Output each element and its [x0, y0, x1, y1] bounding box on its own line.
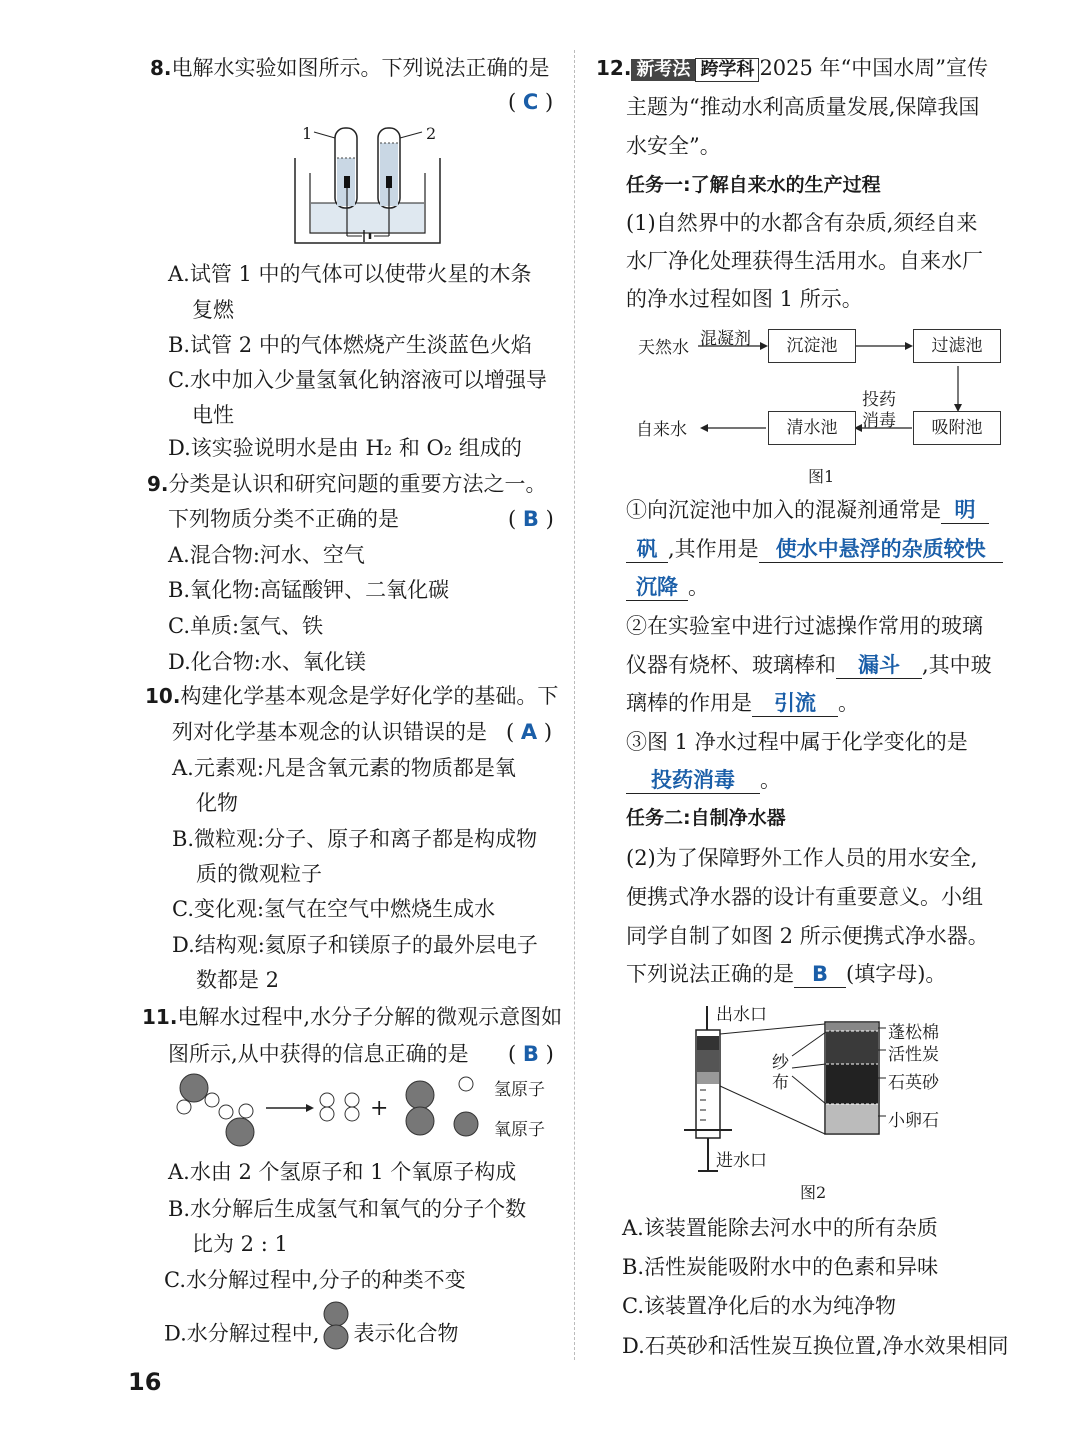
q10-option-b-cont: 质的微观粒子 [196, 862, 322, 886]
q12-s3-line1: ③图 1 净水过程中属于化学变化的是 [626, 730, 968, 754]
answer-coagulant-function-part2: 沉降 [626, 575, 688, 601]
q10-option-d: D.结构观:氦原子和镁原子的最外层电子 [172, 933, 538, 957]
q11-stem: 11.电解水过程中,水分子分解的微观示意图如 [142, 1005, 563, 1029]
q12-task2-answer: B [794, 962, 846, 988]
water-decomposition-micro-diagram [170, 1070, 490, 1150]
q11-option-b-cont: 比为 2 : 1 [192, 1232, 288, 1256]
answer-coagulant-function-part1: 使水中悬浮的杂质较快 [759, 537, 1003, 563]
q11-answer: B [522, 1042, 539, 1066]
flow-tap-water: 自来水 [636, 420, 687, 440]
figure-1-caption: 图1 [808, 467, 835, 486]
q10-option-d-cont: 数都是 2 [196, 968, 280, 992]
q11-option-c: C.水分解过程中,分子的种类不变 [164, 1268, 466, 1292]
q12-s3-line2: 投药消毒 。 [626, 768, 781, 794]
q12-stem-line3: 水安全”。 [626, 134, 721, 158]
q12-s2-line1: ②在实验室中进行过滤操作常用的玻璃 [626, 614, 983, 638]
fig2-outlet-label: 出水口 [716, 1005, 767, 1025]
q9-stem-cont: 下列物质分类不正确的是 [168, 507, 399, 531]
q11-option-b: B.水分解后生成氢气和氧气的分子个数 [168, 1197, 527, 1221]
q9-option-c: C.单质:氢气、铁 [168, 614, 324, 638]
answer-drainage: 引流 [752, 691, 838, 717]
q12-p2-line3: 同学自制了如图 2 所示便携式净水器。 [626, 924, 989, 948]
q10-stem: 10.构建化学基本观念是学好化学的基础。下 [145, 684, 559, 708]
flow-natural-water: 天然水 [638, 338, 689, 358]
tag-cross-subject: 跨学科 [695, 58, 759, 82]
q8-tube2-label: 2 [426, 124, 437, 143]
q11-plus-sign: + [370, 1096, 389, 1121]
q12-s2-line2: 仪器有烧杯、玻璃棒和 漏斗 ,其中玻 [626, 653, 992, 679]
q12-option-c: C.该装置净化后的水为纯净物 [622, 1294, 896, 1318]
q12-option-b: B.活性炭能吸附水中的色素和异味 [622, 1255, 939, 1279]
fig2-cotton-label: 蓬松棉 [888, 1023, 939, 1043]
legend-hydrogen-label: 氢原子 [494, 1080, 545, 1100]
flow-dose-label-1: 投药 [862, 390, 896, 410]
q10-answer: A [520, 720, 538, 744]
q8-option-a-cont: 复燃 [192, 298, 234, 322]
q9-option-d: D.化合物:水、氧化镁 [168, 650, 366, 674]
legend-oxygen-label: 氧原子 [494, 1120, 545, 1140]
flow-dose-label-2: 消毒 [862, 411, 896, 431]
fig2-gauze-label-2: 布 [772, 1073, 789, 1093]
q9-stem: 9.分类是认识和研究问题的重要方法之一。 [147, 472, 547, 496]
q12-option-d: D.石英砂和活性炭互换位置,净水效果相同 [622, 1334, 1009, 1358]
q12-option-a: A.该装置能除去河水中的所有杂质 [622, 1216, 938, 1240]
q12-stem-line2: 主题为“推动水利高质量发展,保障我国 [626, 95, 980, 119]
tag-new-exam: 新考法 [631, 59, 695, 81]
flow-filter-tank: 过滤池 [913, 329, 1001, 363]
q9-option-a: A.混合物:河水、空气 [168, 543, 365, 567]
q11-option-d: D.水分解过程中, 表示化合物 [164, 1319, 458, 1351]
q10-stem-cont: 列对化学基本观念的认识错误的是 [172, 720, 487, 744]
q12-p2-line2: 便携式净水器的设计有重要意义。小组 [626, 885, 983, 909]
q8-option-c: C.水中加入少量氢氧化钠溶液可以增强导 [168, 368, 547, 392]
q11-stem-cont: 图所示,从中获得的信息正确的是 [168, 1042, 469, 1066]
q8-stem: 8.电解水实验如图所示。下列说法正确的是 [150, 56, 550, 80]
fig2-pebble-label: 小卵石 [888, 1111, 939, 1131]
q12-p1-line3: 的净水过程如图 1 所示。 [626, 287, 863, 311]
flow-clear-water-tank: 清水池 [768, 411, 856, 445]
q8-option-b: B.试管 2 中的气体燃烧产生淡蓝色火焰 [168, 333, 532, 357]
q8-option-d: D.该实验说明水是由 H₂ 和 O₂ 组成的 [168, 436, 522, 460]
q12-p1-line1: (1)自然界中的水都含有杂质,须经自来 [626, 211, 978, 235]
answer-alum-part2: 矾 [626, 537, 668, 563]
q8-option-a: A.试管 1 中的气体可以使带火星的木条 [168, 262, 532, 286]
flow-sediment-tank: 沉淀池 [768, 329, 856, 363]
q8-tube1-label: 1 [302, 124, 313, 143]
q11-option-a: A.水由 2 个氢原子和 1 个氧原子构成 [168, 1160, 517, 1184]
q12-p2-line1: (2)为了保障野外工作人员的用水安全, [626, 846, 978, 870]
flow-coagulant: 混凝剂 [700, 329, 751, 349]
page-number: 16 [128, 1368, 162, 1396]
q12-s1-line3: 沉降 。 [626, 575, 709, 601]
q10-option-b: B.微粒观:分子、原子和离子都是构成物 [172, 827, 538, 851]
answer-chemical-change: 投药消毒 [626, 768, 760, 794]
answer-funnel: 漏斗 [836, 653, 922, 679]
q12-p1-line2: 水厂净化处理获得生活用水。自来水厂 [626, 249, 983, 273]
fig2-activated-carbon-label: 活性炭 [888, 1045, 939, 1065]
q12-s1-line2: 矾 ,其作用是 使水中悬浮的杂质较快 [626, 537, 1003, 563]
q10-answer-bracket: ( A ) [506, 720, 553, 744]
q10-option-a-cont: 化物 [196, 791, 238, 815]
q8-answer-bracket: ( C ) [508, 90, 554, 114]
fig2-gauze-label-1: 纱 [772, 1053, 789, 1073]
q9-option-b: B.氧化物:高锰酸钾、二氧化碳 [168, 578, 450, 602]
q8-option-c-cont: 电性 [192, 403, 234, 427]
task1-heading: 任务一:了解自来水的生产过程 [626, 174, 881, 196]
q9-answer-bracket: ( B ) [508, 507, 554, 531]
figure-2-caption: 图2 [800, 1183, 827, 1202]
q9-answer: B [522, 507, 539, 531]
flow-adsorption-tank: 吸附池 [913, 411, 1001, 445]
q12-s1-line1: ①向沉淀池中加入的混凝剂通常是 明 [626, 498, 989, 524]
q10-option-a: A.元素观:凡是含氧元素的物质都是氧 [172, 756, 516, 780]
q10-option-c: C.变化观:氢气在空气中燃烧生成水 [172, 897, 496, 921]
fig2-inlet-label: 进水口 [716, 1151, 767, 1171]
q8-answer: C [522, 90, 539, 114]
q12-p2-line4: 下列说法正确的是 B (填字母)。 [626, 962, 946, 988]
oxygen-molecule-icon [319, 1301, 353, 1351]
fig2-quartz-sand-label: 石英砂 [888, 1073, 939, 1093]
q11-answer-bracket: ( B ) [508, 1042, 554, 1066]
syringe-filter-diagram [680, 996, 900, 1176]
answer-alum-part1: 明 [941, 498, 989, 524]
q12-s2-line3: 璃棒的作用是 引流 。 [626, 691, 859, 717]
column-divider [574, 50, 575, 1360]
q12-stem: 12. 新考法 跨学科 2025 年“中国水周”宣传 [596, 56, 989, 80]
task2-heading: 任务二:自制净水器 [626, 807, 786, 829]
